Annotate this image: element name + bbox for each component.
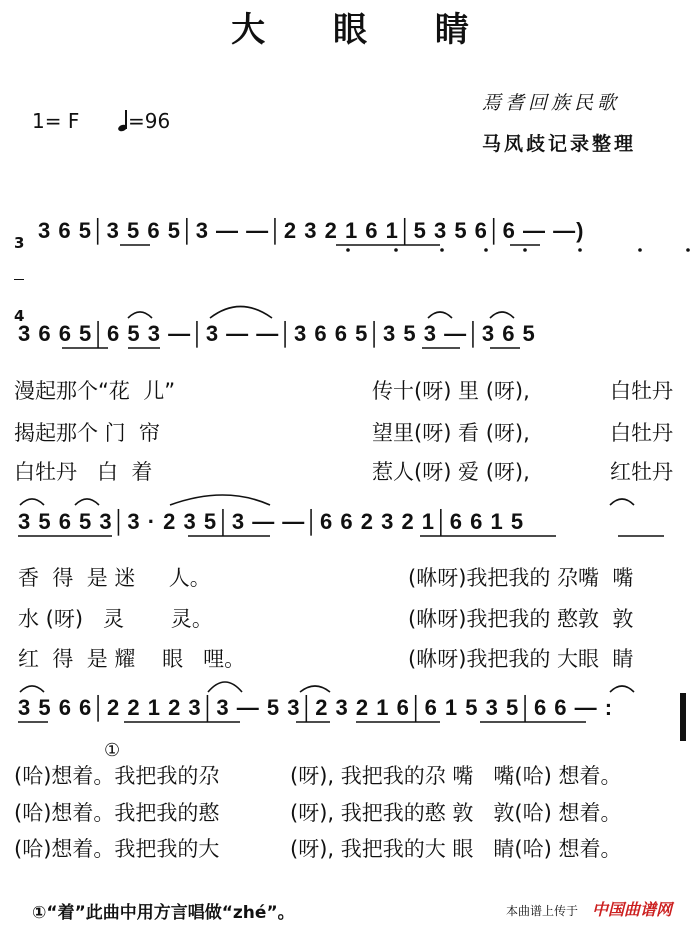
song-title: 大 眼 睛 bbox=[231, 10, 497, 50]
lower-octave-dot bbox=[578, 248, 582, 252]
slur-mark bbox=[208, 682, 242, 692]
slur-mark bbox=[20, 686, 44, 692]
slur-mark bbox=[170, 495, 270, 505]
lyric-verse-1-line-1b: 传十(呀) 里 (呀), bbox=[372, 379, 530, 403]
time-signature-bottom: 4 bbox=[14, 307, 25, 325]
lyric-verse-2-line-1a: 揭起那个 门 帘 bbox=[14, 421, 161, 445]
slur-mark bbox=[610, 686, 634, 692]
lyric-verse-2-line-1b: 望里(呀) 看 (呀), bbox=[372, 421, 530, 445]
lyric-verse-1-line-3b: (呀), 我把我的尕 嘴 嘴(哈) 想着。 bbox=[290, 764, 622, 788]
lower-octave-dot bbox=[346, 248, 350, 252]
slur-mark bbox=[300, 686, 330, 692]
footnote-marker: ① bbox=[104, 740, 121, 761]
time-signature-top: 3 bbox=[14, 234, 25, 252]
slur-mark bbox=[610, 499, 634, 505]
slur-mark bbox=[75, 499, 99, 505]
lower-octave-dot bbox=[638, 248, 642, 252]
lower-octave-dot bbox=[440, 248, 444, 252]
lyric-verse-2-line-1c: 白牡丹 bbox=[610, 421, 673, 445]
final-barline bbox=[680, 693, 686, 741]
slur-mark bbox=[210, 307, 272, 319]
notation-row-1: 3 6 5│3 5 6 5│3 — —│2 3 2 1 6 1│5 3 5 6│6 — —) bbox=[38, 218, 585, 243]
slur-mark bbox=[128, 312, 152, 318]
lyric-verse-1-line-1c: 白牡丹 bbox=[610, 379, 673, 403]
lyric-verse-1-line-2b: (咻呀)我把我的 尕嘴 嘴 bbox=[408, 566, 634, 590]
lyric-verse-3-line-3b: (呀), 我把我的大 眼 睛(哈) 想着。 bbox=[290, 837, 622, 861]
lyric-verse-3-line-3a: (哈)想着。我把我的大 bbox=[14, 837, 220, 861]
lower-octave-dot bbox=[523, 248, 527, 252]
key-signature: 1= F bbox=[32, 109, 80, 133]
lyric-verse-1-line-2a: 香 得 是 迷 人。 bbox=[18, 566, 211, 590]
lower-octave-dot bbox=[686, 248, 690, 252]
lower-octave-dot bbox=[484, 248, 488, 252]
lyric-verse-1-line-1a: 漫起那个“花 儿” bbox=[14, 379, 176, 403]
slur-mark bbox=[20, 499, 44, 505]
notation-row-2: 3 6 6 5│6 5 3 —│3 — —│3 6 6 5│3 5 3 —│3 6 5 bbox=[18, 321, 536, 346]
song-recorder: 马凤歧记录整理 bbox=[482, 133, 637, 155]
footnote-text: ①“着”此曲中用方言唱做“zhé”。 bbox=[32, 903, 295, 923]
lyric-verse-2-line-2b: (咻呀)我把我的 憨敦 敦 bbox=[408, 607, 634, 631]
notation-row-3: 3 5 6 5 3│3 · 2 3 5│3 — —│6 6 2 3 2 1│6 6 1 5 bbox=[18, 509, 525, 534]
lyric-verse-2-line-3b: (呀), 我把我的憨 敦 敦(哈) 想着。 bbox=[290, 801, 622, 825]
lower-octave-dot bbox=[394, 248, 398, 252]
lyric-verse-3-line-1b: 惹人(呀) 爱 (呀), bbox=[372, 460, 530, 484]
song-origin: 焉耆回族民歌 bbox=[482, 92, 621, 114]
notation-row-4: 3 5 6 6│2 2 1 2 3│3 — 5 3│2 3 2 1 6│6 1 5 3 5│6 6 — : bbox=[18, 695, 614, 720]
lyric-verse-3-line-1c: 红牡丹 bbox=[610, 460, 673, 484]
site-logo[interactable]: 中国曲谱网 bbox=[592, 900, 673, 919]
lyric-verse-1-line-3a: (哈)想着。我把我的尕 bbox=[14, 764, 220, 788]
lyric-verse-3-line-2b: (咻呀)我把我的 大眼 睛 bbox=[408, 647, 634, 671]
lyric-verse-3-line-2a: 红 得 是 耀 眼 哩。 bbox=[18, 647, 246, 671]
lyric-verse-2-line-2a: 水 (呀) 灵 灵。 bbox=[18, 607, 213, 631]
lyric-verse-3-line-1a: 白牡丹 白 着 bbox=[14, 460, 153, 484]
slur-mark bbox=[428, 312, 452, 318]
tempo-value: =96 bbox=[128, 109, 171, 133]
lyric-verse-2-line-3a: (哈)想着。我把我的憨 bbox=[14, 801, 220, 825]
upload-source-text: 本曲谱上传于 bbox=[506, 904, 579, 918]
slur-mark bbox=[490, 312, 514, 318]
